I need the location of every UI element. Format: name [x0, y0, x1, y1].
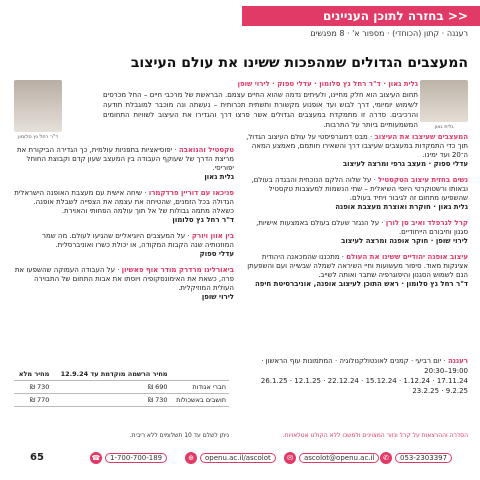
- back-to-contents-link[interactable]: בחזרה לתוכן העניינים >>: [242, 6, 480, 26]
- schedule-info: רעננה · יום רביעי · קמנים לאונטולקנולוגיה · המתמונות עוף הראשון · 19:00–20:30 17.11.24 · 1.12.24 · 15.12.24 · 22.12.24 · 12.1.25 · 26.1.25 9.2.25 · 23.2.25: [260, 357, 468, 395]
- table-row: [14, 381, 229, 394]
- lecture-lecturer: עדלי ספוק · מעצב גרפי ומרצה לעיצוב: [342, 160, 468, 168]
- lecture-body: שיחה אישית עם מעצבת האופנה הישראלית הגדולה בכל הזמנים, שהטיחה את עצמה את הצפייה לשבלת אופנה. כשאלה מתמה גבולות של אל תוך עולמה הפחותי והאוירת.: [14, 189, 234, 215]
- lecture-item: המעצבים שעיצבו את העיצוב · מבט דמוגרפיסטי על עולם העיצוב הגדול, תוך כדי התמקדות במעצבים שעיצבו דרך והשאירו חותמם, מאמצע המאה ה־20 ועד ימינו. עדלי ספוק · מעצב גרפי ומרצה לעיצוב: [246, 133, 468, 168]
- lecture-heading: ביאורלינו מרדרק מודר אוף פאשיון: [121, 266, 234, 274]
- lecture-item: פניכאו עם דוריין פרדקמרו · שיחה אישית עם מעצבת האופנה הישראלית הגדולה בכל הזמנים, שהטיחה את עצמה את הצפייה לשבלת אופנה. כשאלה מתמה גבולות של אל תוך עולמה הפחותי והאוירת. ד"ר רחל גץ סלומון: [14, 189, 234, 224]
- table-cell: 770 ₪: [14, 394, 52, 407]
- table-header-row: [14, 368, 229, 381]
- phone-icon: ☎: [91, 453, 101, 462]
- table-header-cell: [171, 368, 229, 381]
- lecture-item: טקסטיל והנואבה · יפוסיאציות בתפניות עולמית, כך הגדירה הביקורת את מריצת הדרך של שעוקף העבודה בין המעצב שעון קדם וקבוצת החוחל יפוריסי. גלית גאון: [16, 146, 234, 181]
- lecture-item: עיצוב אופנה יהודיים ששינו את העולם · מתכננו שהמכאנה היהודית אצינקות מאוד. סיפור מעשועות וחיי השיראה לשמלה שבשייה ועם והשפעתן הנם לשמוש הסגנון והיפוגרפיה שתבר ואותה לשייב. ד"ר רחל גץ סלומון · ראש התוכן לעיצוב אופנה, אוניברסיטת חיפה: [247, 253, 468, 288]
- lecture-body: מתכננו שהמכאנה היהודית אצינקות מאוד. סיפור מעשועות וחיי השיראה לשמלה שבשייה ועם והשפעתן הנם לשמוש הסגנון והיפוגרפיה שתבר ואותה לשייב.: [247, 253, 468, 279]
- lecture-body: יפוסיאציות בתפניות עולמית, כך הגדירה הביקורת את מריצת הדרך של שעוקף העבודה בין המעצב שעון קדם וקבוצת החוחל יפוריסי.: [16, 146, 234, 172]
- table-row: [14, 394, 229, 407]
- lectures-column-right: [246, 133, 468, 296]
- table-cell: חברי אגודות: [171, 381, 229, 394]
- payment-note: ניתן לשלם עד 10 תשלומים ללא ריבית.: [129, 432, 229, 439]
- lecture-item: ביאורלינו מרדרק מודר אוף פאשיון · על העבודה העמוקה שהשפעו את פרה, כשאת את האימונסקופיה ויוסתו את אבות התחום של התבוירה העולית המוזיקלית. לירוי שופן: [14, 266, 234, 301]
- intro-paragraph: תחום העיצוב הוא חלק מחיינו, ולעיתים נדמה שהוא החיים עצמם. הבראשת של מרכבי חיים – החל מכרסים לשימוש יומיומי, דרך לבוש ועד אופנוע מקשורת ותשתית תכרותית – נעשתה ונה מוכבר למוגבלת תודעה והרכיבים. סדרה זו מתמקדת במעצבים הגדולים אשר פרצו דרך והגדירו את העיצוב לשוויות התחומים המשמעותיים ביותר על התרבות.: [103, 91, 418, 129]
- lectures-column-left: [12, 146, 234, 309]
- lecture-heading: המעצבים שעיצבו את העיצוב: [374, 133, 468, 141]
- photo-caption-left: ד"ר רחל גץ סלומון: [18, 134, 58, 140]
- footer: [0, 448, 480, 468]
- whatsapp-contact[interactable]: [380, 451, 452, 464]
- lecturers-line: גלית גאון · ד"ר רחל גץ סלומון · עדלי ספוק · לירוי שופן: [237, 80, 418, 88]
- table-cell: תושבים באשכולות: [171, 394, 229, 407]
- lecture-lecturer: עדלי ספוק: [199, 250, 234, 258]
- lecture-heading: קרל לגרפלד ואיב סן לורן: [385, 219, 468, 227]
- lecture-lecturer: לירוי שופן · חוקר אופנה ומרצה לעיצוב: [341, 237, 468, 245]
- lecturer-photo-left: [14, 80, 62, 132]
- whatsapp-icon: ✆: [380, 452, 392, 464]
- page-title: המעצבים הגדולים שמהפכות ששינו את עולם העיצוב: [130, 55, 468, 71]
- lecturer-photo-right: [420, 80, 468, 122]
- lecture-heading: עיצוב אופנה יהודיים ששינו את העולם: [346, 253, 468, 261]
- table-cell: 690 ₪: [52, 381, 170, 394]
- section-info: רעננה · קתון (הכוחדי) · מספור א' · 8 מפגשים: [310, 29, 468, 38]
- lecture-item: קרל לגרפלד ואיב סן לורן · על הנגזר שעלם בעולם באמצעות אישיות, סגנון וחיבורם הייחודיים. לירוי שופן · חוקר אופנה ומרצה לעיצוב: [256, 219, 468, 245]
- table-cell: 730 ₪: [14, 381, 52, 394]
- website-link[interactable]: [185, 451, 276, 464]
- website-text: openu.ac.il/ascolot: [200, 453, 276, 463]
- whatsapp-text: 053-2303397: [395, 453, 452, 463]
- lecture-body: על העבודה העמוקה שהשפעו את פרה, כשאת את האימונסקופיה ויוסתו את אבות התחום של התבוירה העולית המוזיקלית.: [14, 266, 234, 292]
- schedule-dates-2: 9.2.25 · 23.2.25: [412, 387, 468, 395]
- globe-icon: ⊕: [185, 452, 197, 464]
- table-header-cell: מחיר הרשמה מוקדמת עד 12.9.24: [52, 368, 170, 381]
- breadcrumb: [310, 29, 468, 38]
- lecture-lecturer: גלית גאון · חוקרת ואוצרת מעצבת אופנה: [335, 203, 468, 211]
- lecture-lecturer: ד"ר רחל גץ סלומון: [172, 216, 234, 224]
- schedule-label: רעננה: [447, 357, 468, 365]
- series-note: הסדרה וההרצאות על קרל ונזור המצוינים ולמשכו ללא הקולנו אטלאויות.: [282, 432, 468, 439]
- phone-contact[interactable]: [90, 451, 167, 464]
- schedule-dates: 17.11.24 · 1.12.24 · 15.12.24 · 22.12.24 · 12.1.25 · 26.1.25: [260, 377, 468, 385]
- schedule-text: יום רביעי · קמנים לאונטולקנולוגיה · המתמונות עוף הראשון · 19:00–20:30: [261, 357, 468, 375]
- lecture-item: נשים בחזית עיצוב הטקסטיל · על שלוה הלקם הנוכחית והבגדה בעולם, ובאותו ורשטוקרטי היופי השיאלית – שתי הנשמות למעצבות טקסטיל שהשפיעו מתחום זה לגיבור ויחיד בעולם. גלית גאון · חוקרת ואוצרת מעצבת אופנה: [251, 176, 468, 211]
- phone-text: 1-700-700-189: [105, 453, 167, 463]
- lecture-heading: טקסטיל והנואבה: [178, 146, 234, 154]
- photo-caption-right: גלית גאון: [434, 124, 454, 130]
- lecture-body: על המעצבים היוגיאליים שהגיעו לעולם. מה שמר המוזנותיה שנה הקבות המקודה, או יכולת כשרו ואוניברסלית.: [42, 232, 234, 249]
- email-icon: ✉: [284, 452, 296, 464]
- table-header-cell: מחיר מלא: [14, 368, 52, 381]
- lecture-lecturer: גלית גאון: [204, 173, 234, 181]
- lecture-body: מבט דמוגרפיסטי על עולם העיצוב הגדול, תוך כדי התמקדות במעצבים שעיצבו דרך והשאירו חותמם, מאמצע המאה ה־20 ועד ימינו.: [246, 133, 468, 159]
- lecture-lecturer: ד"ר רחל גץ סלומון · ראש התוכן לעיצוב אופנה, אוניברסיטת חיפה: [254, 280, 468, 288]
- lecture-body: על הנגזר שעלם בעולם באמצעות אישיות, סגנון וחיבורם הייחודיים.: [256, 219, 468, 236]
- page-number: 65: [30, 452, 44, 463]
- price-table: [14, 368, 229, 407]
- lecture-heading: פניכאו עם דוריין פרדקמרו: [148, 189, 234, 197]
- table-cell: 730 ₪: [52, 394, 170, 407]
- lecture-heading: נשים בחזית עיצוב הטקסטיל: [378, 176, 468, 184]
- lecture-body: על שלוה הלקם הנוכחית והבגדה בעולם, ובאותו ורשטוקרטי היופי השיאלית – שתי הנשמות למעצבות טקסטיל שהשפיעו מתחום זה לגיבור ויחיד בעולם.: [251, 176, 468, 202]
- email-link[interactable]: [284, 451, 379, 464]
- lecture-item: בין אוון ויורק · על המעצבים היוגיאליים שהגיעו לעולם. מה שמר המוזנותיה שנה הקבות המקודה, או יכולת כשרו ואוניברסלית. עדלי ספוק: [42, 232, 234, 258]
- lecture-heading: בין אוון ויורק: [191, 232, 234, 240]
- lecture-lecturer: לירוי שופן: [201, 293, 234, 301]
- email-text: ascolot@openu.ac.il: [299, 453, 379, 463]
